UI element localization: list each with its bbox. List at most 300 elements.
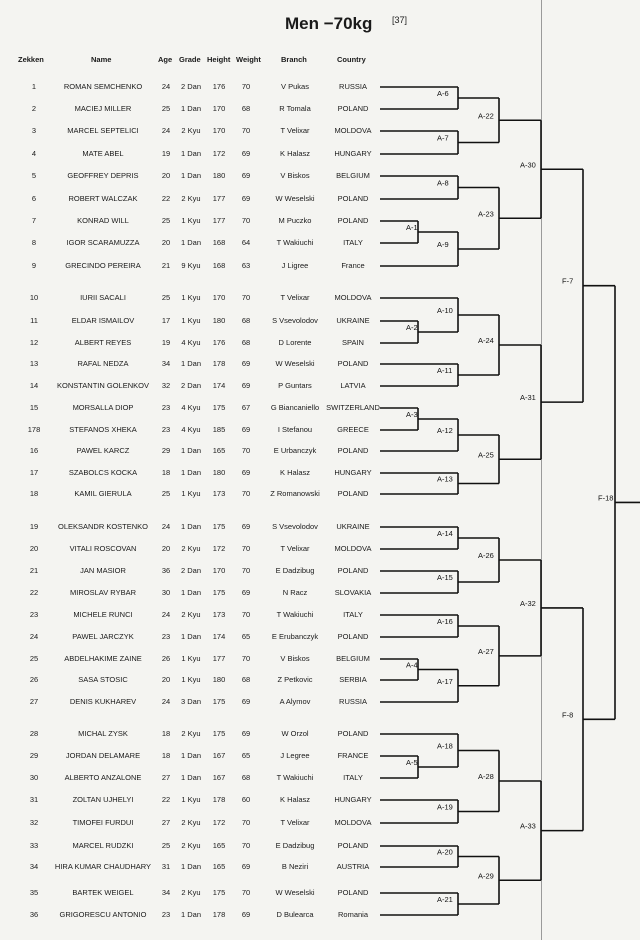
cell-age: 18 [161, 468, 171, 477]
cell-branch: T Wakiuchi [276, 238, 314, 247]
cell-branch: T Wakiuchi [276, 610, 314, 619]
cell-num: 5 [31, 171, 37, 180]
cell-branch: D Bulearca [276, 910, 314, 919]
cell-height: 177 [212, 216, 226, 225]
cell-country: SERBIA [339, 675, 367, 684]
cell-country: POLAND [337, 216, 369, 225]
cell-name: IGOR SCARAMUZZA [66, 238, 140, 247]
cell-weight: 68 [241, 104, 251, 113]
cell-age: 23 [161, 403, 171, 412]
cell-height: 175 [212, 522, 226, 531]
cell-name: ROMAN SEMCHENKO [63, 82, 143, 91]
cell-branch: J Legree [280, 751, 310, 760]
cell-country: POLAND [337, 632, 369, 641]
cell-num: 28 [29, 729, 39, 738]
col-header-weight: Weight [236, 55, 261, 64]
cell-branch: E Erubanczyk [271, 632, 319, 641]
cell-branch: D Lorente [278, 338, 312, 347]
cell-country: POLAND [337, 888, 369, 897]
cell-height: 172 [212, 544, 226, 553]
cell-age: 31 [161, 862, 171, 871]
match-label: A-14 [437, 529, 453, 538]
col-header-name: Name [91, 55, 112, 64]
cell-age: 18 [161, 751, 171, 760]
cell-grade: 1 Dan [180, 773, 201, 782]
cell-branch: T Velixar [280, 126, 310, 135]
cell-weight: 69 [241, 171, 251, 180]
cell-height: 174 [212, 632, 226, 641]
match-label: A-7 [437, 133, 449, 143]
cell-name: RAFAL NEDZA [77, 359, 129, 368]
match-label: A-19 [437, 802, 453, 812]
cell-age: 32 [161, 381, 171, 390]
cell-age: 21 [161, 261, 171, 270]
cell-age: 25 [161, 104, 171, 113]
cell-height: 175 [212, 697, 226, 706]
cell-height: 172 [212, 818, 226, 827]
cell-height: 178 [212, 359, 226, 368]
cell-branch: W Weselski [275, 194, 315, 203]
match-label: A-23 [478, 209, 494, 219]
cell-num: 22 [29, 588, 39, 597]
cell-name: ABDELHAKIME ZAINE [64, 654, 142, 663]
cell-branch: G Biancaniello [270, 403, 320, 412]
col-header-country: Country [337, 55, 366, 64]
cell-grade: 2 Dan [180, 566, 201, 575]
cell-weight: 70 [241, 489, 251, 498]
cell-country: ITALY [343, 610, 363, 619]
cell-weight: 70 [241, 446, 251, 455]
cell-country: SLOVAKIA [334, 588, 372, 597]
cell-grade: 1 Dan [180, 522, 201, 531]
cell-num: 29 [29, 751, 39, 760]
cell-branch: W Orzol [281, 729, 309, 738]
cell-height: 175 [212, 888, 226, 897]
match-label: A-3 [406, 410, 418, 419]
cell-weight: 64 [241, 238, 251, 247]
cell-name: ALBERTO ANZALONE [64, 773, 142, 782]
match-label: A-18 [437, 741, 453, 751]
match-label: A-15 [437, 573, 453, 582]
cell-country: LATVIA [340, 381, 366, 390]
cell-weight: 70 [241, 293, 251, 302]
cell-height: 168 [212, 261, 226, 270]
cell-weight: 70 [241, 544, 251, 553]
cell-age: 23 [161, 910, 171, 919]
cell-weight: 69 [241, 910, 251, 919]
cell-name: GEOFFREY DEPRIS [67, 171, 139, 180]
cell-height: 174 [212, 381, 226, 390]
cell-height: 172 [212, 149, 226, 158]
cell-num: 23 [29, 610, 39, 619]
cell-name: KONRAD WILL [77, 216, 129, 225]
cell-num: 14 [29, 381, 39, 390]
cell-weight: 70 [241, 216, 251, 225]
cell-num: 13 [29, 359, 39, 368]
cell-grade: 1 Dan [180, 751, 201, 760]
cell-weight: 69 [241, 522, 251, 531]
cell-weight: 70 [241, 82, 251, 91]
cell-weight: 69 [241, 359, 251, 368]
cell-name: ROBERT WALCZAK [68, 194, 138, 203]
cell-height: 175 [212, 729, 226, 738]
cell-name: SASA STOSIC [78, 675, 128, 684]
cell-age: 22 [161, 194, 171, 203]
cell-age: 25 [161, 489, 171, 498]
cell-name: MORSALLA DIOP [72, 403, 134, 412]
cell-weight: 68 [241, 675, 251, 684]
cell-num: 27 [29, 697, 39, 706]
cell-num: 1 [31, 82, 37, 91]
cell-branch: M Puczko [278, 216, 312, 225]
cell-age: 20 [161, 675, 171, 684]
cell-name: MICHELE RUNCI [73, 610, 133, 619]
cell-branch: A Alymov [279, 697, 311, 706]
cell-country: HUNGARY [334, 149, 372, 158]
cell-branch: E Dadzibug [275, 841, 315, 850]
cell-weight: 70 [241, 566, 251, 575]
cell-height: 180 [212, 675, 226, 684]
cell-grade: 2 Dan [180, 82, 201, 91]
cell-country: France [341, 261, 365, 270]
cell-age: 20 [161, 238, 171, 247]
cell-num: 19 [29, 522, 39, 531]
cell-num: 6 [31, 194, 37, 203]
col-header-height: Height [207, 55, 231, 64]
cell-age: 22 [161, 795, 171, 804]
cell-age: 25 [161, 216, 171, 225]
cell-name: KAMIL GIERULA [74, 489, 132, 498]
cell-weight: 68 [241, 316, 251, 325]
cell-name: PAWEL KARCZ [76, 446, 130, 455]
cell-country: BELGIUM [336, 171, 370, 180]
cell-num: 33 [29, 841, 39, 850]
cell-num: 31 [29, 795, 39, 804]
cell-weight: 69 [241, 729, 251, 738]
cell-height: 173 [212, 489, 226, 498]
cell-height: 168 [212, 238, 226, 247]
cell-country: POLAND [337, 359, 369, 368]
match-label: A-31 [520, 393, 536, 403]
cell-country: MOLDOVA [334, 818, 372, 827]
cell-grade: 1 Dan [180, 238, 201, 247]
cell-age: 19 [161, 338, 171, 347]
cell-grade: 2 Dan [180, 381, 201, 390]
cell-height: 175 [212, 588, 226, 597]
cell-branch: N Racz [282, 588, 308, 597]
cell-name: MARCEL RUDZKI [72, 841, 134, 850]
cell-num: 18 [29, 489, 39, 498]
col-header-grade: Grade [179, 55, 201, 64]
cell-weight: 70 [241, 654, 251, 663]
cell-grade: 1 Dan [180, 632, 201, 641]
cell-height: 170 [212, 566, 226, 575]
cell-country: GREECE [337, 425, 369, 434]
cell-country: FRANCE [337, 751, 369, 760]
cell-grade: 2 Kyu [181, 818, 201, 827]
match-label: A-6 [437, 89, 449, 98]
match-label: A-16 [437, 617, 453, 626]
cell-grade: 1 Dan [180, 446, 201, 455]
match-label: A-20 [437, 847, 453, 857]
cell-branch: V Biskos [280, 171, 310, 180]
cell-num: 11 [30, 316, 38, 325]
cell-name: MATE ABEL [82, 149, 124, 158]
cell-grade: 3 Dan [180, 697, 201, 706]
cell-grade: 1 Kyu [181, 293, 201, 302]
cell-num: 3 [31, 126, 37, 135]
cell-grade: 4 Kyu [181, 425, 201, 434]
match-label: A-29 [478, 871, 494, 881]
cell-country: UKRAINE [336, 522, 370, 531]
cell-num: 10 [29, 293, 39, 302]
cell-branch: S Vsevolodov [272, 316, 318, 325]
cell-name: KONSTANTIN GOLENKOV [57, 381, 149, 390]
cell-age: 23 [161, 425, 171, 434]
cell-country: POLAND [337, 489, 369, 498]
cell-country: POLAND [337, 566, 369, 575]
cell-branch: T Wakiuchi [276, 773, 314, 782]
cell-age: 25 [161, 293, 171, 302]
cell-branch: E Dadzibug [275, 566, 315, 575]
cell-country: MOLDOVA [334, 544, 372, 553]
cell-num: 36 [29, 910, 39, 919]
match-label: A-10 [437, 306, 453, 315]
cell-num: 178 [27, 425, 41, 434]
cell-branch: W Weselski [275, 888, 315, 897]
cell-grade: 2 Kyu [181, 544, 201, 553]
cell-grade: 1 Kyu [181, 795, 201, 804]
cell-age: 20 [161, 171, 171, 180]
cell-grade: 9 Kyu [181, 261, 201, 270]
cell-country: AUSTRIA [336, 862, 370, 871]
cell-country: ITALY [343, 238, 363, 247]
cell-country: HUNGARY [334, 795, 372, 804]
cell-weight: 69 [241, 697, 251, 706]
cell-age: 24 [161, 126, 171, 135]
cell-name: ELDAR ISMAILOV [71, 316, 135, 325]
cell-age: 24 [161, 697, 171, 706]
cell-name: DENIS KUKHAREV [69, 697, 137, 706]
cell-country: RUSSIA [339, 82, 367, 91]
cell-height: 175 [212, 403, 226, 412]
cell-grade: 1 Dan [180, 104, 201, 113]
match-label: A-8 [437, 178, 449, 188]
cell-num: 32 [29, 818, 39, 827]
cell-num: 17 [29, 468, 39, 477]
cell-country: HUNGARY [334, 468, 372, 477]
cell-branch: J Ligree [281, 261, 309, 270]
cell-name: TIMOFEI FURDUI [72, 818, 134, 827]
cell-country: BELGIUM [336, 654, 370, 663]
cell-name: OLEKSANDR KOSTENKO [57, 522, 149, 531]
cell-weight: 70 [241, 610, 251, 619]
cell-age: 25 [161, 841, 171, 850]
match-label: A-32 [520, 598, 536, 608]
cell-weight: 70 [241, 841, 251, 850]
cell-age: 27 [161, 773, 171, 782]
match-label: A-13 [437, 474, 453, 484]
cell-num: 7 [31, 216, 37, 225]
cell-weight: 69 [241, 425, 251, 434]
cell-num: 20 [29, 544, 39, 553]
cell-height: 178 [212, 795, 226, 804]
match-label: A-28 [478, 772, 494, 781]
cell-branch: T Velixar [280, 818, 310, 827]
cell-country: SPAIN [342, 338, 364, 347]
cell-weight: 69 [241, 149, 251, 158]
cell-height: 170 [212, 293, 226, 302]
cell-grade: 2 Kyu [181, 194, 201, 203]
cell-country: POLAND [337, 841, 369, 850]
match-label: F-18 [598, 493, 614, 503]
cell-name: IURII SACALI [80, 293, 126, 302]
col-header-branch: Branch [281, 55, 307, 64]
match-label: A-33 [520, 821, 536, 831]
cell-name: JORDAN DELAMARE [65, 751, 141, 760]
match-label: A-12 [437, 426, 453, 435]
cell-age: 34 [161, 359, 171, 368]
cell-age: 17 [161, 316, 171, 325]
cell-num: 12 [29, 338, 39, 347]
cell-age: 19 [161, 149, 171, 158]
cell-name: GRIGORESCU ANTONIO [59, 910, 147, 919]
cell-name: ALBERT REYES [74, 338, 132, 347]
cell-age: 23 [161, 632, 171, 641]
cell-num: 9 [31, 261, 37, 270]
cell-name: JAN MASIOR [80, 566, 126, 575]
cell-name: MIROSLAV RYBAR [70, 588, 136, 597]
cell-weight: 69 [241, 194, 251, 203]
cell-num: 21 [29, 566, 39, 575]
cell-age: 24 [161, 522, 171, 531]
match-label: F-8 [562, 710, 574, 720]
cell-weight: 69 [241, 381, 251, 390]
cell-height: 176 [212, 338, 226, 347]
cell-grade: 1 Dan [180, 359, 201, 368]
cell-height: 170 [212, 126, 226, 135]
cell-height: 170 [212, 104, 226, 113]
cell-weight: 63 [241, 261, 251, 270]
cell-num: 4 [31, 149, 37, 158]
cell-country: POLAND [337, 729, 369, 738]
cell-grade: 4 Kyu [181, 338, 201, 347]
cell-name: VITALI ROSCOVAN [69, 544, 137, 553]
cell-grade: 1 Dan [180, 862, 201, 871]
cell-branch: R Tomala [279, 104, 311, 113]
cell-name: SZABOLCS KOCKA [68, 468, 138, 477]
col-header-zekken: Zekken [18, 55, 44, 64]
cell-age: 27 [161, 818, 171, 827]
cell-age: 30 [161, 588, 171, 597]
cell-height: 178 [212, 910, 226, 919]
cell-branch: B Neziri [281, 862, 309, 871]
col-header-age: Age [158, 55, 173, 64]
cell-height: 173 [212, 610, 226, 619]
match-label: A-25 [478, 450, 494, 460]
match-label: A-21 [437, 895, 453, 904]
cell-name: ZOLTAN UJHELYI [72, 795, 134, 804]
cell-age: 36 [161, 566, 171, 575]
cell-height: 165 [212, 862, 226, 871]
match-label: A-27 [478, 646, 494, 656]
cell-country: UKRAINE [336, 316, 370, 325]
cell-country: MOLDOVA [334, 293, 372, 302]
cell-height: 167 [212, 751, 226, 760]
cell-branch: P Guntars [278, 381, 312, 390]
cell-height: 176 [212, 82, 226, 91]
cell-weight: 65 [241, 632, 251, 641]
cell-branch: K Halasz [279, 795, 310, 804]
match-label: A-2 [406, 323, 418, 332]
cell-grade: 4 Kyu [181, 403, 201, 412]
cell-height: 165 [212, 841, 226, 850]
cell-country: RUSSIA [339, 697, 367, 706]
cell-branch: W Weselski [275, 359, 315, 368]
cell-country: Romania [337, 910, 368, 919]
cell-weight: 69 [241, 588, 251, 597]
cell-name: STEFANOS XHEKA [69, 425, 137, 434]
match-label: F-7 [562, 276, 574, 286]
cell-grade: 2 Kyu [181, 610, 201, 619]
match-label: A-17 [437, 676, 453, 686]
cell-height: 185 [212, 425, 226, 434]
cell-branch: V Pukas [281, 82, 309, 91]
cell-grade: 2 Kyu [181, 841, 201, 850]
cell-grade: 1 Kyu [181, 489, 201, 498]
match-label: A-1 [406, 223, 418, 232]
cell-weight: 68 [241, 773, 251, 782]
cell-grade: 1 Kyu [181, 675, 201, 684]
cell-branch: Z Romanowski [270, 489, 320, 498]
cell-age: 20 [161, 544, 171, 553]
cell-weight: 70 [241, 126, 251, 135]
cell-country: POLAND [337, 104, 369, 113]
cell-grade: 2 Kyu [181, 729, 201, 738]
cell-grade: 1 Kyu [181, 316, 201, 325]
cell-branch: T Velixar [280, 544, 310, 553]
cell-weight: 69 [241, 862, 251, 871]
match-label: A-26 [478, 551, 494, 560]
cell-grade: 1 Dan [180, 910, 201, 919]
cell-branch: K Halasz [279, 468, 310, 477]
cell-name: GRECINDO PEREIRA [65, 261, 141, 270]
cell-country: POLAND [337, 446, 369, 455]
cell-num: 35 [29, 888, 39, 897]
cell-name: MICHAL ZYSK [78, 729, 128, 738]
cell-height: 165 [212, 446, 226, 455]
cell-country: MOLDOVA [334, 126, 372, 135]
cell-weight: 70 [241, 818, 251, 827]
cell-height: 180 [212, 171, 226, 180]
page-title: Men −70kg [285, 14, 373, 33]
match-label: A-22 [478, 111, 494, 121]
cell-country: POLAND [337, 194, 369, 203]
cell-num: 15 [29, 403, 39, 412]
cell-weight: 68 [241, 338, 251, 347]
cell-age: 24 [161, 82, 171, 91]
cell-height: 167 [212, 773, 226, 782]
cell-branch: V Biskos [280, 654, 310, 663]
cell-height: 180 [212, 468, 226, 477]
cell-weight: 67 [241, 403, 251, 412]
match-label: A-4 [406, 660, 418, 670]
cell-age: 29 [161, 446, 171, 455]
cell-branch: E Urbanczyk [273, 446, 317, 455]
cell-grade: 1 Kyu [181, 216, 201, 225]
cell-country: SWITZERLAND [326, 403, 380, 412]
cell-name: HIRA KUMAR CHAUDHARY [54, 862, 152, 871]
